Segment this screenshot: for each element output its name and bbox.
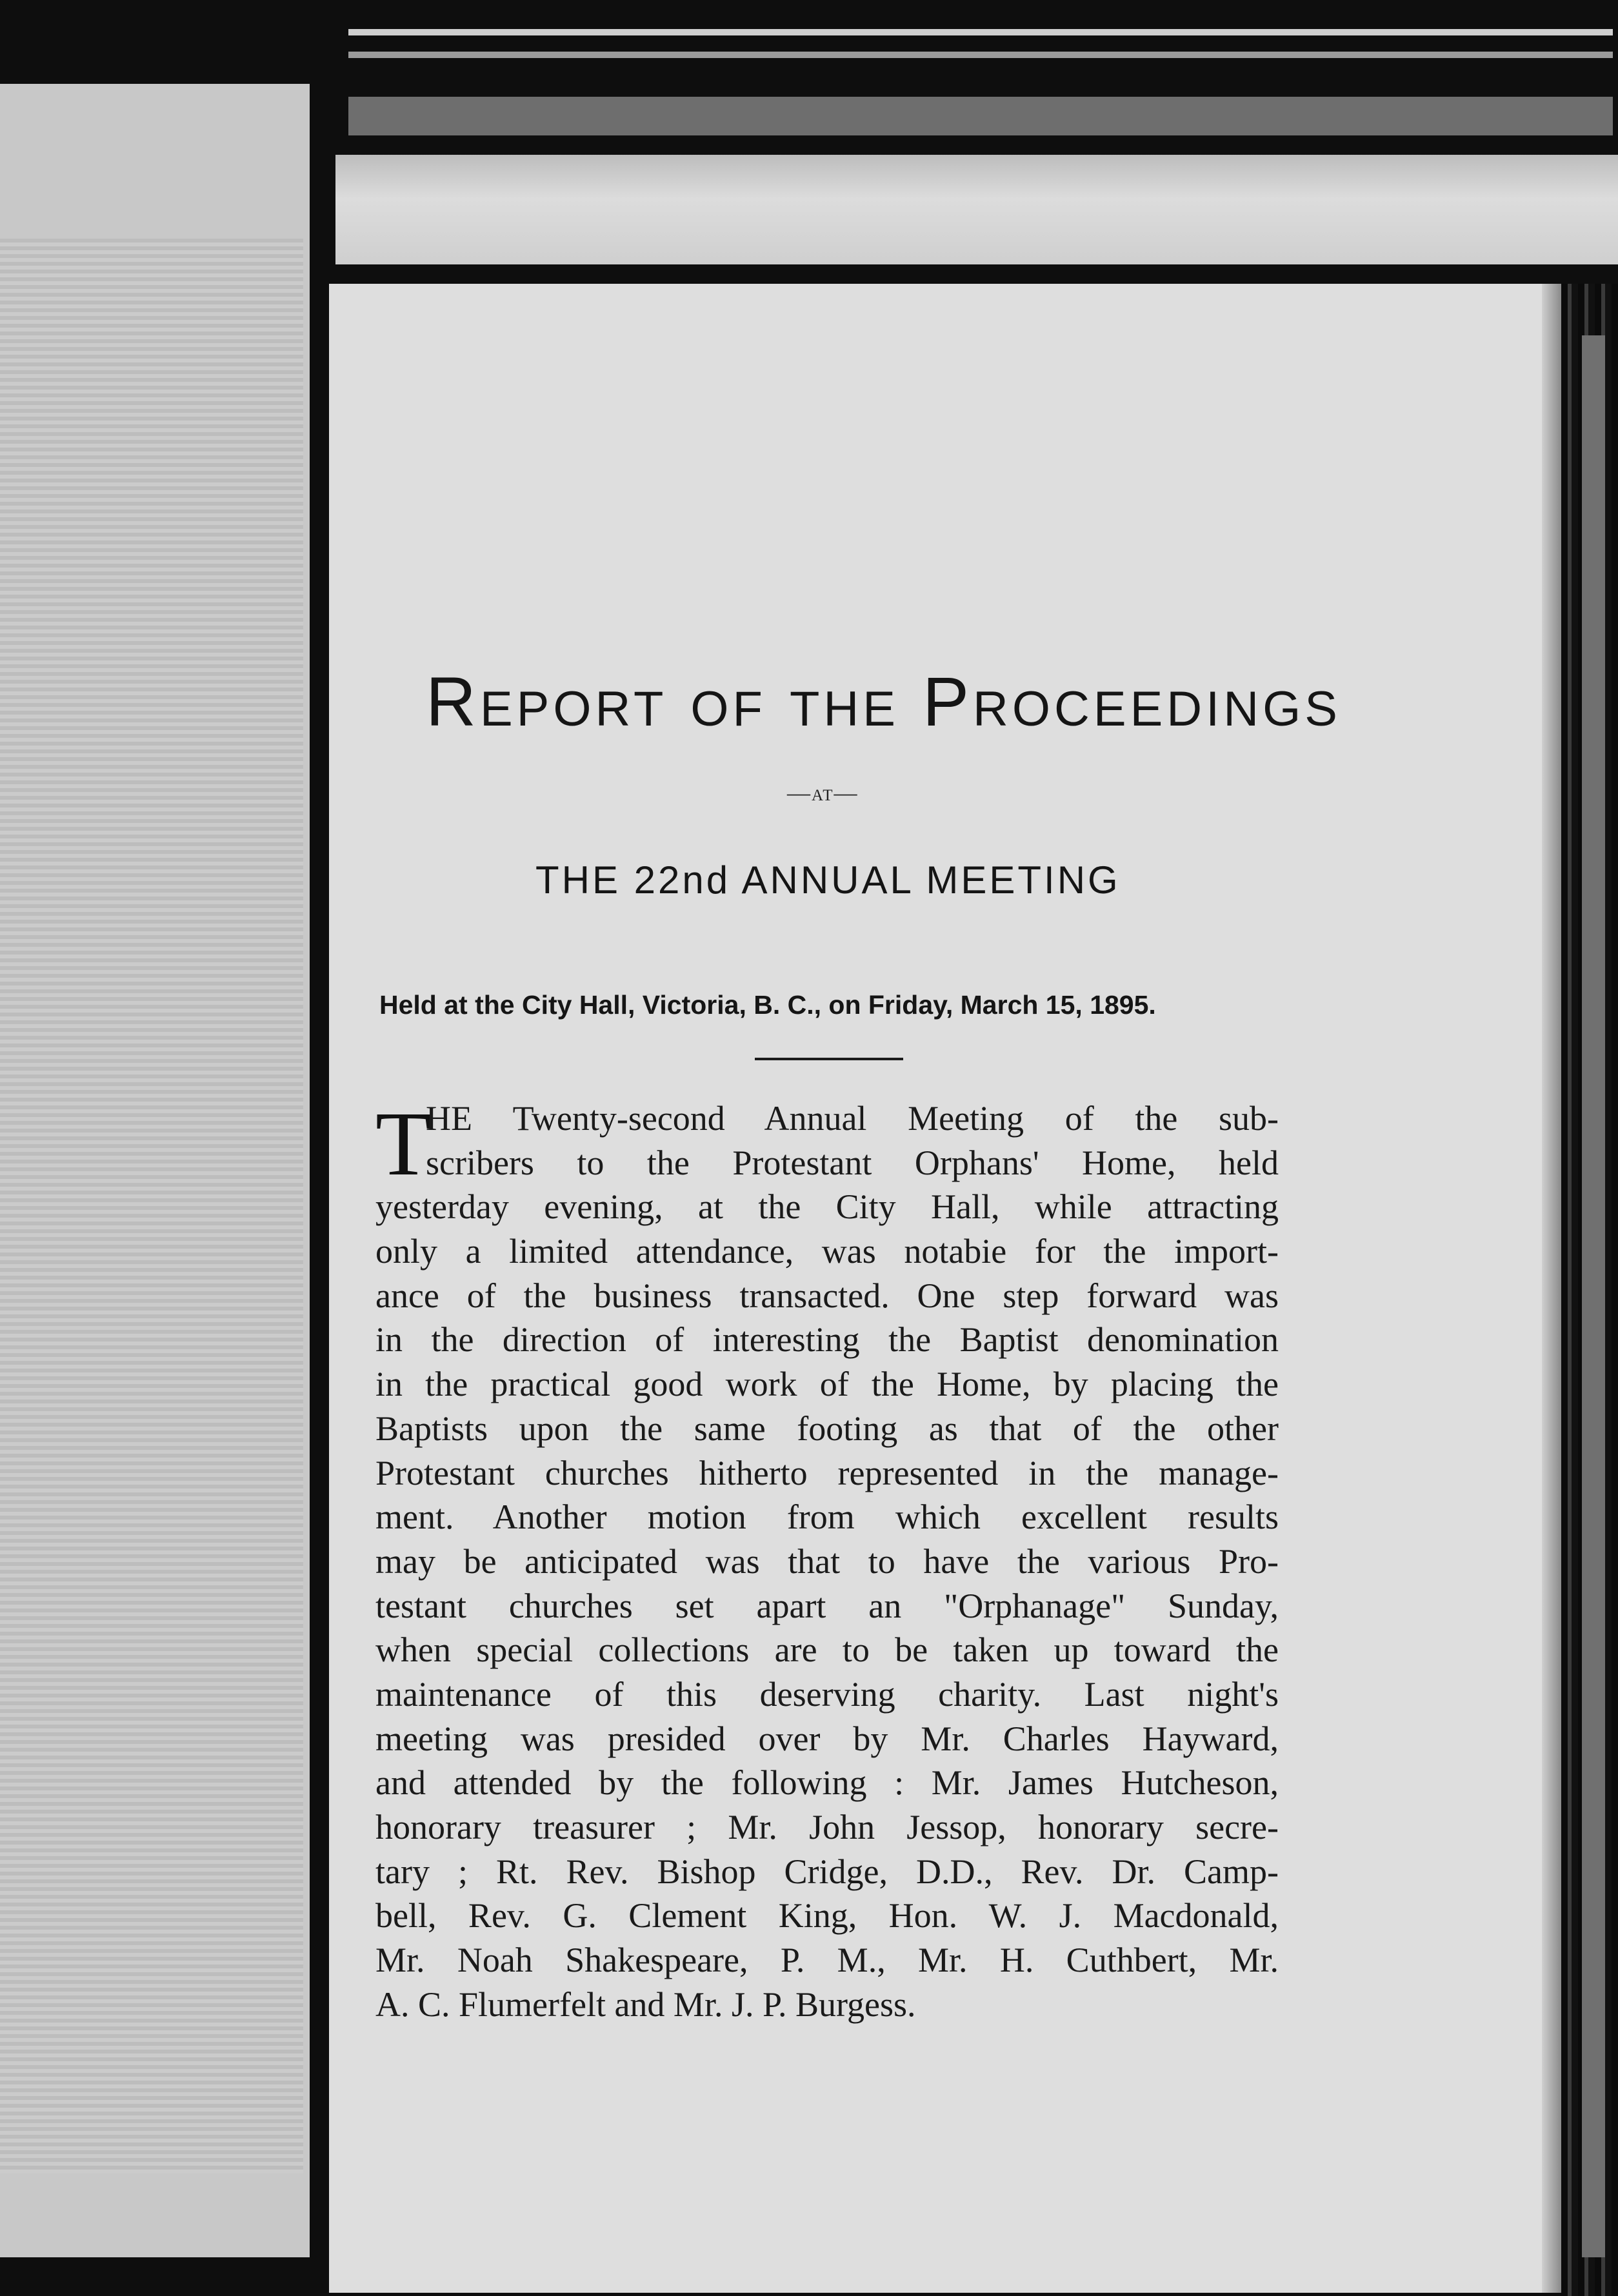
body-line: meeting was presided over by Mr. Charles Hayward,: [375, 1719, 1279, 1758]
body-line: A. C. Flumerfelt and Mr. J. P. Burgess.: [375, 1984, 916, 2024]
body-line: in the direction of interesting the Baptist denomination: [375, 1320, 1279, 1360]
report-body: [375, 1093, 1279, 2026]
body-line: HE Twenty-second Annual Meeting of the sub-: [426, 1099, 1279, 1138]
body-line: testant churches set apart an "Orphanage" Sunday,: [375, 1586, 1279, 1625]
book-edge-stripe: [348, 52, 1613, 58]
book-right-strip: [1582, 335, 1605, 2257]
left-page-texture: [0, 239, 303, 2173]
body-line: maintenance of this deserving charity. Last night's: [375, 1674, 1279, 1714]
body-line: ance of the business transacted. One step forward was: [375, 1276, 1279, 1315]
body-line: and attended by the following : Mr. James Hutcheson,: [375, 1763, 1279, 1803]
held-at-line: Held at the City Hall, Victoria, B. C., on Friday, March 15, 1895.: [379, 990, 1156, 1020]
body-line: yesterday evening, at the City Hall, while attracting: [375, 1187, 1279, 1227]
body-line: Protestant churches hitherto represented in the manage-: [375, 1453, 1279, 1492]
report-title: Report of the Proceedings: [426, 662, 1341, 740]
book-top-edge: [335, 155, 1618, 264]
body-line: scribers to the Protestant Orphans' Home, held: [426, 1143, 1279, 1182]
body-line: may be anticipated was that to have the various Pro-: [375, 1541, 1279, 1581]
drop-cap: T: [375, 1093, 432, 1194]
body-line: tary ; Rt. Rev. Bishop Cridge, D.D., Rev. Dr. Camp-: [375, 1852, 1279, 1891]
body-line: only a limited attendance, was notabie for the import-: [375, 1232, 1279, 1271]
body-line: in the practical good work of the Home, by placing the: [375, 1365, 1279, 1404]
meeting-subtitle: THE 22nd ANNUAL MEETING: [535, 858, 1121, 902]
book-edge-stripe: [348, 29, 1613, 35]
at-separator: —at—: [787, 780, 859, 806]
page-edge-shadow: [1542, 284, 1561, 2293]
book-edge-stripe: [348, 97, 1613, 135]
body-line: ment. Another motion from which excellent results: [375, 1498, 1279, 1537]
divider-rule: [755, 1058, 903, 1060]
body-line: bell, Rev. G. Clement King, Hon. W. J. Macdonald,: [375, 1896, 1279, 1935]
body-line: when special collections are to be taken up toward the: [375, 1630, 1279, 1670]
body-line: Mr. Noah Shakespeare, P. M., Mr. H. Cuthbert, Mr.: [375, 1941, 1279, 1980]
body-line: honorary treasurer ; Mr. John Jessop, honorary secre-: [375, 1808, 1279, 1846]
body-line: Baptists upon the same footing as that of the other: [375, 1409, 1279, 1448]
